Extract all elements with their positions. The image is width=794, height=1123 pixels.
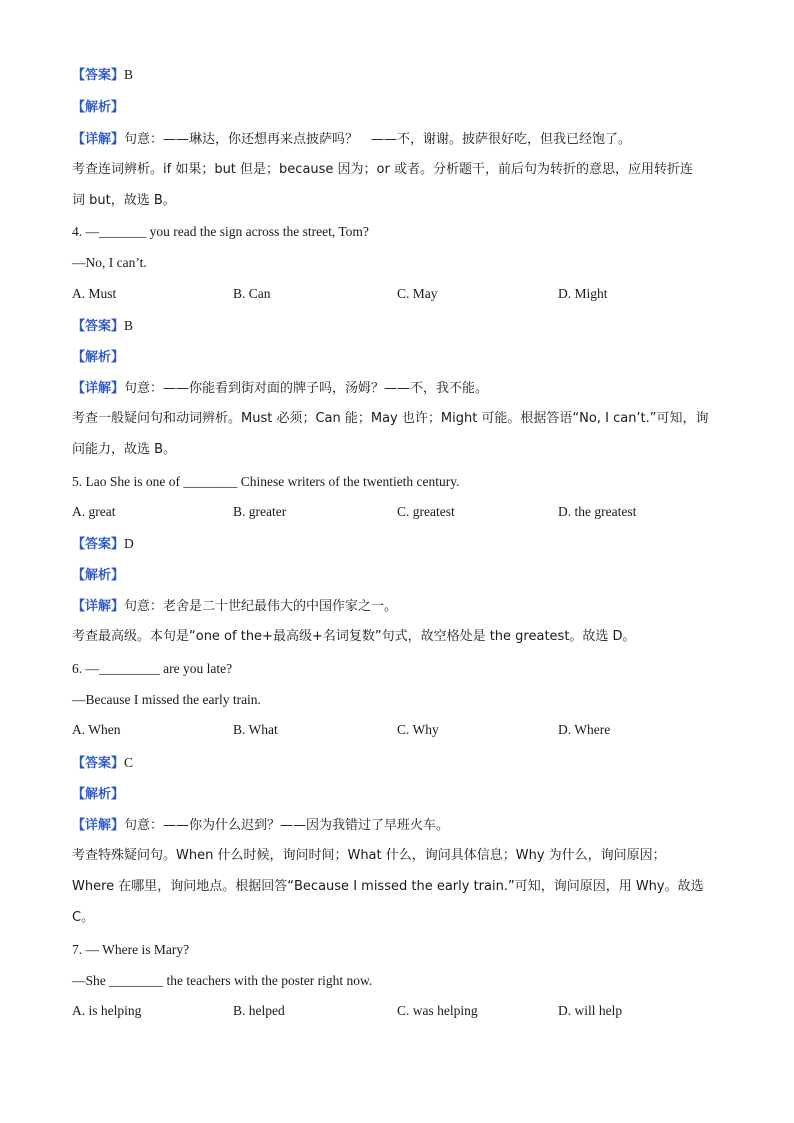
option-d: D. Where [558, 722, 611, 737]
q5-options [72, 504, 732, 522]
q6-stem: 6. —_________ are you late? [72, 661, 233, 676]
option-d: D. will help [558, 1003, 623, 1018]
q4-stem: 4. —_______ you read the sign across the street, Tom? [72, 224, 369, 239]
q4-explain-line-1: 考查一般疑问句和动词辨析。Must 必须；Can 能；May 也许；Might 可能。根据答语“No, I can’t.”可知，询 [72, 411, 709, 426]
option-b: B. What [233, 722, 278, 737]
q6-reply: —Because I missed the early train. [72, 692, 261, 707]
q4-options [72, 286, 732, 304]
option-b: B. Can [233, 286, 271, 301]
q3-detail: 【详解】句意：——琳达，你还想再来点披萨吗？ ——不，谢谢。披萨很好吃，但我已经饱了。 [72, 132, 632, 147]
q3-answer: 【答案】B [72, 67, 134, 83]
q7-options [72, 1003, 732, 1021]
q6-answer: 【答案】C [72, 755, 134, 771]
option-a: A. great [72, 504, 116, 519]
q7-reply: —She ________ the teachers with the poster right now. [72, 973, 373, 988]
q4-detail: 【详解】句意：——你能看到街对面的牌子吗，汤姆？——不，我不能。 [72, 381, 489, 396]
q6-explain-line-2: Where 在哪里，询问地点。根据回答“Because I missed the early train.”可知，询问原因，用 Why。故选 [72, 879, 704, 894]
q3-analysis: 【解析】 [72, 100, 125, 115]
q5-stem: 5. Lao She is one of ________ Chinese writers of the twentieth century. [72, 474, 460, 489]
q4-explain-line-2: 问能力，故选 B。 [72, 442, 177, 457]
option-b: B. greater [233, 504, 287, 519]
option-b: B. helped [233, 1003, 285, 1018]
q5-analysis: 【解析】 [72, 568, 125, 583]
q4-reply: —No, I can’t. [72, 255, 147, 270]
option-a: A. is helping [72, 1003, 142, 1018]
q4-analysis: 【解析】 [72, 350, 125, 365]
q6-options [72, 722, 732, 740]
q7-stem: 7. — Where is Mary? [72, 942, 190, 957]
option-c: C. greatest [397, 504, 455, 519]
q3-explain-line-1: 考查连词辨析。if 如果；but 但是；because 因为；or 或者。分析题干，前后句为转折的意思，应用转折连 [72, 162, 693, 177]
q4-answer: 【答案】B [72, 318, 134, 334]
q6-explain-line-1: 考查特殊疑问句。When 什么时候，询问时间；What 什么，询问具体信息；Why 为什么，询问原因； [72, 848, 666, 863]
option-a: A. Must [72, 286, 117, 301]
option-d: D. the greatest [558, 504, 637, 519]
option-d: D. Might [558, 286, 608, 301]
option-c: C. Why [397, 722, 439, 737]
q5-detail: 【详解】句意：老舍是二十世纪最伟大的中国作家之一。 [72, 599, 398, 614]
q5-answer: 【答案】D [72, 536, 134, 552]
q5-explain-line-1: 考查最高级。本句是“one of the+最高级+名词复数”句式，故空格处是 the greatest。故选 D。 [72, 629, 636, 644]
option-c: C. was helping [397, 1003, 478, 1018]
q6-explain-line-3: C。 [72, 910, 95, 925]
option-a: A. When [72, 722, 121, 737]
q6-detail: 【详解】句意：——你为什么迟到？——因为我错过了早班火车。 [72, 818, 450, 833]
option-c: C. May [397, 286, 438, 301]
q6-analysis: 【解析】 [72, 787, 125, 802]
q3-explain-line-2: 词 but，故选 B。 [72, 193, 176, 208]
